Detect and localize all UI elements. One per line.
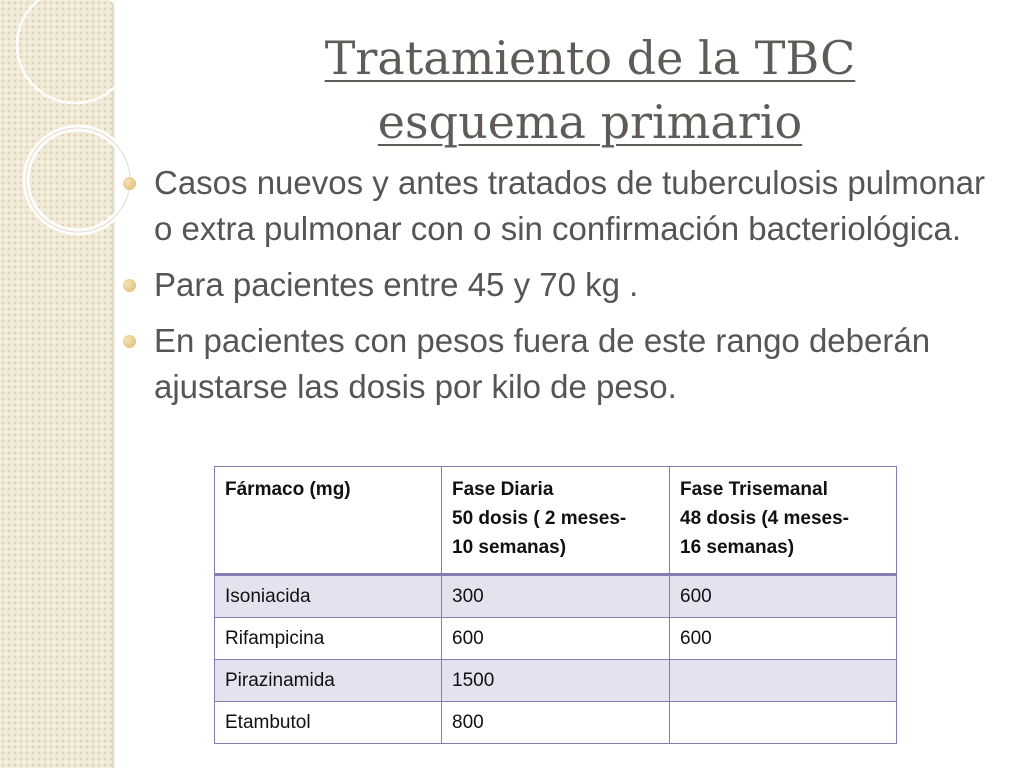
bullet-list: [118, 160, 998, 420]
cell-thrice-weekly: 600: [670, 575, 897, 618]
table-row: [215, 660, 897, 702]
table-row: [215, 618, 897, 660]
header-thrice-line-3: 16 semanas): [680, 537, 795, 558]
bullet-dot-icon: [123, 279, 136, 292]
header-thrice-line-1: Fase Trisemanal: [680, 479, 828, 500]
cell-drug: Pirazinamida: [215, 660, 442, 702]
bullet-dot-icon: [123, 335, 136, 348]
bullet-text: Casos nuevos y antes tratados de tuberculosis pulmonar o extra pulmonar con o sin confirmación bacteriológica.: [154, 164, 985, 247]
bullet-text: Para pacientes entre 45 y 70 kg .: [154, 266, 639, 303]
cell-daily: 600: [442, 618, 670, 660]
table-row: [215, 575, 897, 618]
header-daily-line-3: 10 semanas): [452, 537, 567, 558]
table-row: [215, 702, 897, 744]
cell-daily: 800: [442, 702, 670, 744]
bullet-dot-icon: [123, 177, 136, 190]
cell-daily: 1500: [442, 660, 670, 702]
header-drug: [215, 467, 442, 575]
bullet-text: En pacientes con pesos fuera de este rango deberán ajustarse las dosis por kilo de peso.: [154, 322, 931, 405]
header-thrice-weekly-phase: [670, 467, 897, 575]
table-header-row: [215, 467, 897, 575]
cell-drug: Etambutol: [215, 702, 442, 744]
cell-drug: Isoniacida: [215, 575, 442, 618]
cell-daily: 300: [442, 575, 670, 618]
cell-thrice-weekly: [670, 702, 897, 744]
slide-title: [240, 26, 940, 154]
cell-thrice-weekly: [670, 660, 897, 702]
title-line-1: Tratamiento de la TBC: [324, 31, 856, 85]
header-drug-label: Fármaco (mg): [225, 479, 351, 500]
title-line-2: esquema primario: [377, 95, 803, 149]
bullet-item: [118, 160, 998, 252]
cell-thrice-weekly: 600: [670, 618, 897, 660]
header-daily-line-2: 50 dosis ( 2 meses-: [452, 508, 627, 529]
header-daily-line-1: Fase Diaria: [452, 479, 554, 500]
cell-drug: Rifampicina: [215, 618, 442, 660]
bullet-item: [118, 318, 998, 410]
header-daily-phase: [442, 467, 670, 575]
header-thrice-line-2: 48 dosis (4 meses-: [680, 508, 849, 529]
bullet-item: [118, 262, 998, 308]
dosage-table: [214, 466, 897, 744]
